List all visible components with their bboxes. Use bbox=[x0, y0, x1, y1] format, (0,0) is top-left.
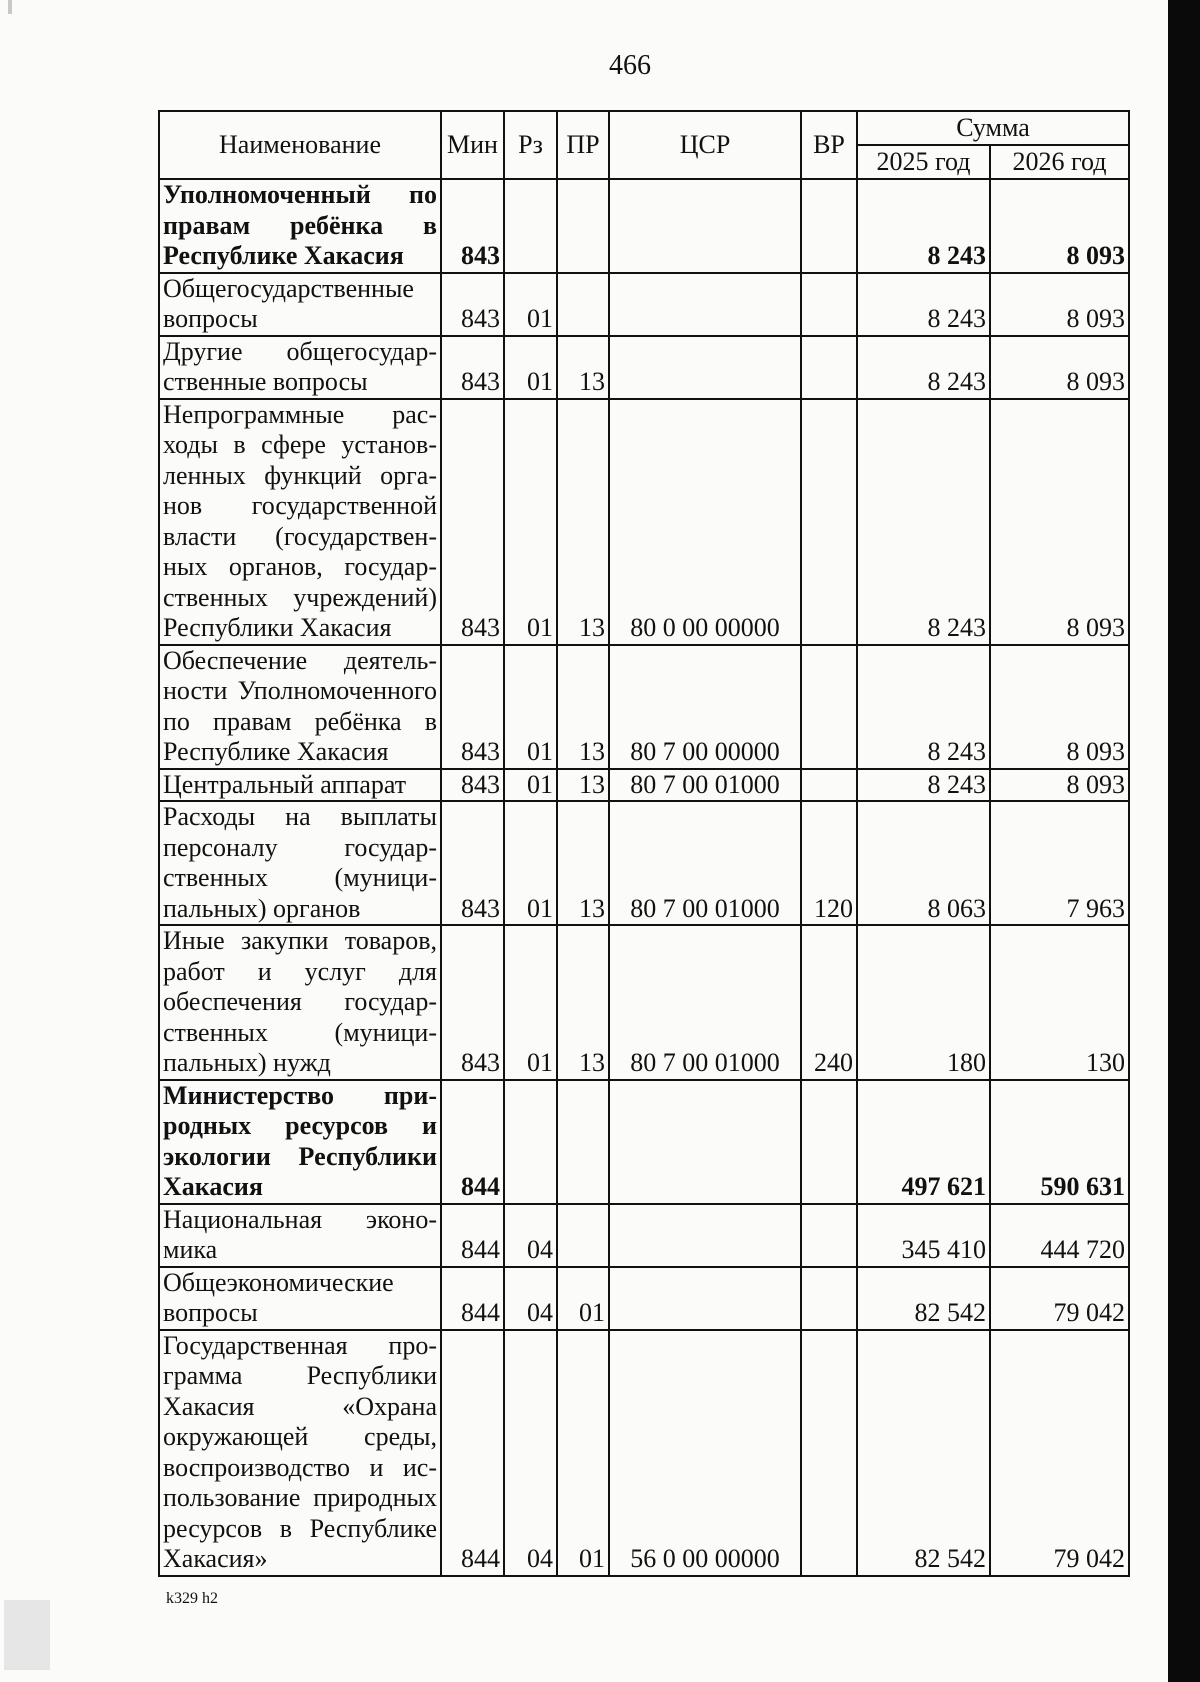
cell-sum-2025: 8 243 bbox=[857, 273, 990, 336]
cell-sum-2026: 79 042 bbox=[990, 1330, 1129, 1576]
table-row bbox=[159, 1267, 1129, 1330]
cell-csr bbox=[609, 336, 801, 399]
cell-csr: 80 0 00 00000 bbox=[609, 399, 801, 645]
cell-name: Уполномоченный по правам ребёнка в Республике Хакасия bbox=[159, 179, 441, 273]
cell-rz bbox=[504, 179, 557, 273]
cell-sum-2026: 590 631 bbox=[990, 1080, 1129, 1204]
cell-vr: 120 bbox=[801, 801, 857, 925]
cell-pr: 13 bbox=[557, 769, 609, 802]
footer-code: k329 h2 bbox=[166, 1590, 218, 1607]
cell-sum-2025: 8 063 bbox=[857, 801, 990, 925]
cell-sum-2025: 8 243 bbox=[857, 336, 990, 399]
table-body bbox=[159, 179, 1129, 1576]
table-row bbox=[159, 645, 1129, 769]
table-row bbox=[159, 801, 1129, 925]
cell-sum-2026: 8 093 bbox=[990, 273, 1129, 336]
table-row bbox=[159, 925, 1129, 1080]
cell-name: Государственная программа Республики Хакасия «Охрана окружающей среды, воспроизводство и использование природных ресурсов в Республике Хакасия» bbox=[159, 1330, 441, 1576]
cell-rz: 01 bbox=[504, 273, 557, 336]
cell-min: 844 bbox=[441, 1330, 504, 1576]
cell-rz: 01 bbox=[504, 769, 557, 802]
cell-csr bbox=[609, 1204, 801, 1267]
cell-pr bbox=[557, 1080, 609, 1204]
cell-pr: 13 bbox=[557, 801, 609, 925]
cell-min: 844 bbox=[441, 1080, 504, 1204]
cell-pr: 01 bbox=[557, 1267, 609, 1330]
table-row bbox=[159, 273, 1129, 336]
cell-name: Иные закупки товаров, работ и услуг для обеспечения государственных (муниципальных) нужд bbox=[159, 925, 441, 1080]
cell-name: Расходы на выплаты персоналу государственных (муниципальных) органов bbox=[159, 801, 441, 925]
cell-rz: 01 bbox=[504, 801, 557, 925]
scan-edge-bar bbox=[1168, 0, 1200, 1682]
cell-pr: 13 bbox=[557, 336, 609, 399]
cell-sum-2026: 8 093 bbox=[990, 645, 1129, 769]
cell-pr: 13 bbox=[557, 645, 609, 769]
cell-name: Общеэкономические вопросы bbox=[159, 1267, 441, 1330]
cell-sum-2026: 8 093 bbox=[990, 179, 1129, 273]
cell-min: 843 bbox=[441, 925, 504, 1080]
cell-sum-2026: 7 963 bbox=[990, 801, 1129, 925]
table-row bbox=[159, 179, 1129, 273]
scan-speck bbox=[4, 1600, 50, 1670]
cell-rz: 01 bbox=[504, 645, 557, 769]
cell-sum-2025: 8 243 bbox=[857, 399, 990, 645]
cell-rz: 01 bbox=[504, 336, 557, 399]
cell-name: Непрограммные расходы в сфере установленных функций органов государственной власти (государственных органов, государственных учреждений) Республики Хакасия bbox=[159, 399, 441, 645]
cell-vr bbox=[801, 1267, 857, 1330]
cell-vr bbox=[801, 645, 857, 769]
cell-min: 843 bbox=[441, 179, 504, 273]
cell-min: 843 bbox=[441, 645, 504, 769]
table-row bbox=[159, 1204, 1129, 1267]
table-row bbox=[159, 1330, 1129, 1576]
cell-sum-2026: 79 042 bbox=[990, 1267, 1129, 1330]
cell-csr: 80 7 00 01000 bbox=[609, 769, 801, 802]
cell-rz: 04 bbox=[504, 1204, 557, 1267]
cell-min: 844 bbox=[441, 1267, 504, 1330]
cell-pr: 13 bbox=[557, 925, 609, 1080]
header-row bbox=[159, 111, 1129, 145]
cell-name: Другие общегосударственные вопросы bbox=[159, 336, 441, 399]
table-row bbox=[159, 399, 1129, 645]
cell-sum-2025: 82 542 bbox=[857, 1267, 990, 1330]
cell-name: Центральный аппарат bbox=[159, 769, 441, 802]
cell-pr bbox=[557, 179, 609, 273]
header-min: Мин bbox=[441, 111, 504, 179]
cell-vr bbox=[801, 399, 857, 645]
cell-vr bbox=[801, 1330, 857, 1576]
header-2025: 2025 год bbox=[857, 145, 990, 179]
page-number: 466 bbox=[609, 50, 651, 81]
cell-sum-2026: 130 bbox=[990, 925, 1129, 1080]
cell-sum-2025: 497 621 bbox=[857, 1080, 990, 1204]
cell-vr bbox=[801, 1080, 857, 1204]
cell-csr bbox=[609, 273, 801, 336]
cell-pr bbox=[557, 1204, 609, 1267]
cell-sum-2026: 8 093 bbox=[990, 336, 1129, 399]
cell-csr: 56 0 00 00000 bbox=[609, 1330, 801, 1576]
cell-rz: 01 bbox=[504, 925, 557, 1080]
table-row bbox=[159, 1080, 1129, 1204]
cell-sum-2026: 444 720 bbox=[990, 1204, 1129, 1267]
cell-pr: 01 bbox=[557, 1330, 609, 1576]
cell-vr bbox=[801, 179, 857, 273]
cell-csr bbox=[609, 179, 801, 273]
table-row bbox=[159, 769, 1129, 802]
header-rz: Рз bbox=[504, 111, 557, 179]
cell-vr bbox=[801, 1204, 857, 1267]
cell-name: Национальная экономика bbox=[159, 1204, 441, 1267]
cell-min: 843 bbox=[441, 336, 504, 399]
cell-csr: 80 7 00 01000 bbox=[609, 925, 801, 1080]
scan-speck bbox=[8, 0, 12, 14]
header-pr: ПР bbox=[557, 111, 609, 179]
cell-sum-2026: 8 093 bbox=[990, 769, 1129, 802]
cell-sum-2025: 345 410 bbox=[857, 1204, 990, 1267]
cell-min: 844 bbox=[441, 1204, 504, 1267]
cell-min: 843 bbox=[441, 769, 504, 802]
cell-pr: 13 bbox=[557, 399, 609, 645]
cell-name: Обеспечение деятельности Уполномоченного по правам ребёнка в Республике Хакасия bbox=[159, 645, 441, 769]
cell-csr bbox=[609, 1267, 801, 1330]
cell-vr bbox=[801, 769, 857, 802]
cell-vr bbox=[801, 273, 857, 336]
header-vr: ВР bbox=[801, 111, 857, 179]
cell-csr: 80 7 00 00000 bbox=[609, 645, 801, 769]
cell-sum-2025: 8 243 bbox=[857, 769, 990, 802]
budget-table bbox=[158, 110, 1130, 1577]
cell-min: 843 bbox=[441, 273, 504, 336]
cell-rz bbox=[504, 1080, 557, 1204]
cell-csr bbox=[609, 1080, 801, 1204]
table-row bbox=[159, 336, 1129, 399]
cell-sum-2026: 8 093 bbox=[990, 399, 1129, 645]
cell-rz: 04 bbox=[504, 1330, 557, 1576]
cell-name: Общегосударственные вопросы bbox=[159, 273, 441, 336]
cell-pr bbox=[557, 273, 609, 336]
cell-csr: 80 7 00 01000 bbox=[609, 801, 801, 925]
cell-min: 843 bbox=[441, 801, 504, 925]
cell-sum-2025: 82 542 bbox=[857, 1330, 990, 1576]
cell-rz: 04 bbox=[504, 1267, 557, 1330]
cell-rz: 01 bbox=[504, 399, 557, 645]
cell-sum-2025: 8 243 bbox=[857, 179, 990, 273]
cell-sum-2025: 180 bbox=[857, 925, 990, 1080]
header-2026: 2026 год bbox=[990, 145, 1129, 179]
cell-vr bbox=[801, 336, 857, 399]
header-csr: ЦСР bbox=[609, 111, 801, 179]
header-sum: Сумма bbox=[857, 111, 1129, 145]
cell-sum-2025: 8 243 bbox=[857, 645, 990, 769]
cell-name: Министерство природных ресурсов и экологии Республики Хакасия bbox=[159, 1080, 441, 1204]
header-name: Наименование bbox=[159, 111, 441, 179]
cell-vr: 240 bbox=[801, 925, 857, 1080]
cell-min: 843 bbox=[441, 399, 504, 645]
